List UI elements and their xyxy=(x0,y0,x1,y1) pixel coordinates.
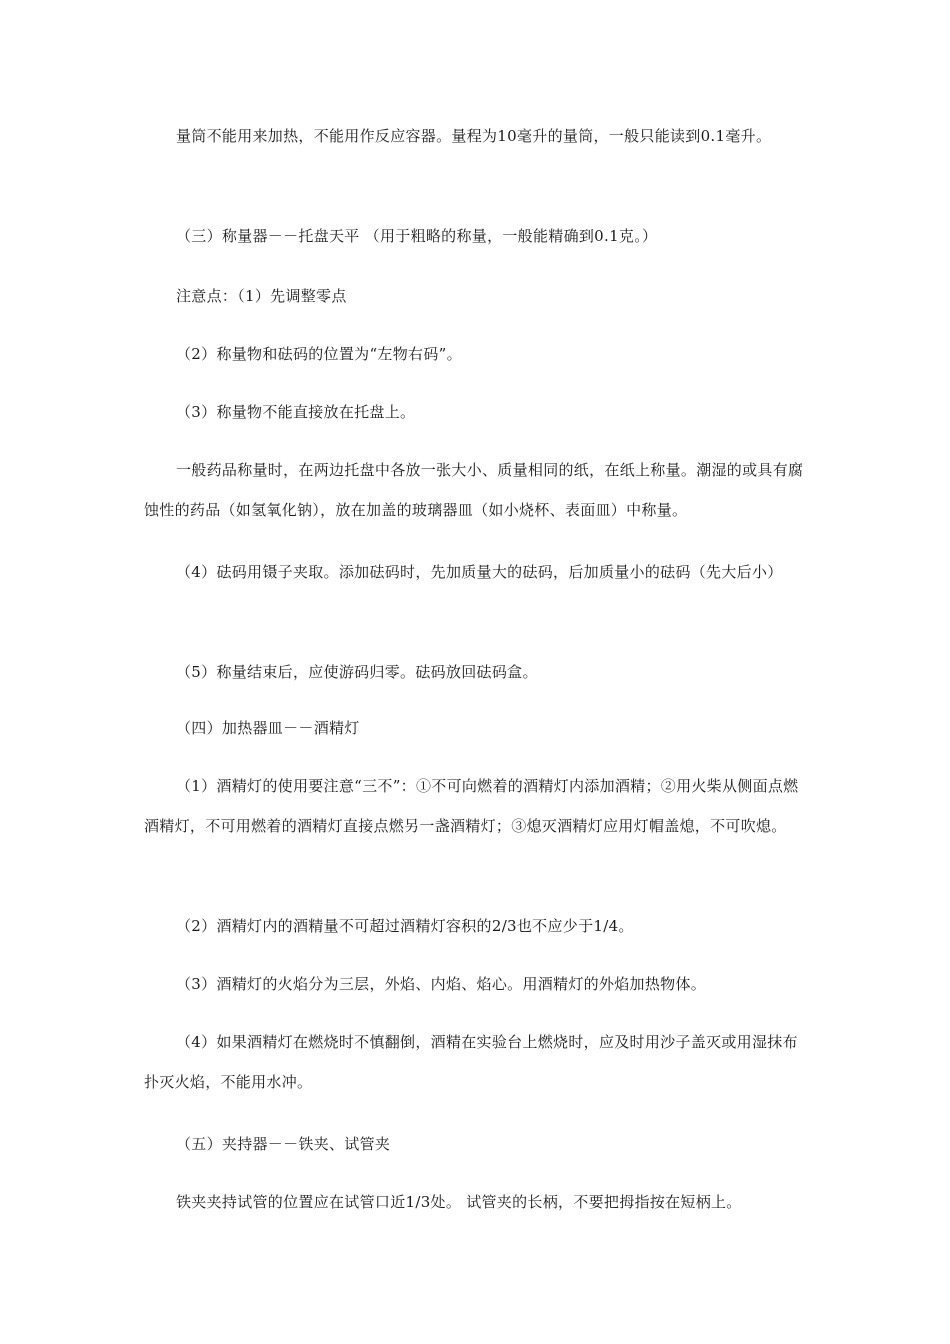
paragraph-balance-note-1: 注意点：（1）先调整零点 xyxy=(176,287,347,305)
paragraph-balance-note-4: （4）砝码用镊子夹取。添加砝码时，先加质量大的砝码，后加质量小的砝码（先大后小） xyxy=(176,563,783,581)
paragraph-balance-note-5: （5）称量结束后，应使游码归零。砝码放回砝码盒。 xyxy=(176,663,538,681)
heading-balance: （三）称量器－－托盘天平 （用于粗略的称量，一般能精确到0.1克。） xyxy=(176,227,658,245)
paragraph-balance-note-3: （3）称量物不能直接放在托盘上。 xyxy=(176,403,416,421)
paragraph-clamp-note: 铁夹夹持试管的位置应在试管口近1/3处。 试管夹的长柄，不要把拇指按在短柄上。 xyxy=(176,1193,742,1211)
paragraph-graduated-cylinder: 量筒不能用来加热，不能用作反应容器。量程为10毫升的量筒，一般只能读到0.1毫升。 xyxy=(176,127,772,145)
paragraph-lamp-note-1: （1）酒精灯的使用要注意“三不”：①不可向燃着的酒精灯内添加酒精；②用火柴从侧面点燃酒精灯，不可用燃着的酒精灯直接点燃另一盏酒精灯；③熄灭酒精灯应用灯帽盖熄，不可吹熄。 xyxy=(144,777,799,835)
paragraph-balance-note-2: （2）称量物和砝码的位置为“左物右码”。 xyxy=(176,345,462,363)
heading-alcohol-lamp: （四）加热器皿－－酒精灯 xyxy=(176,719,360,737)
paragraph-lamp-note-3: （3）酒精灯的火焰分为三层，外焰、内焰、焰心。用酒精灯的外焰加热物体。 xyxy=(176,975,707,993)
paragraph-lamp-note-4: （4）如果酒精灯在燃烧时不慎翻倒，酒精在实验台上燃烧时，应及时用沙子盖灭或用湿抹布扑灭火焰，不能用水冲。 xyxy=(144,1033,798,1091)
paragraph-weighing-method: 一般药品称量时，在两边托盘中各放一张大小、质量相同的纸，在纸上称量。潮湿的或具有腐蚀性的药品（如氢氧化钠），放在加盖的玻璃器皿（如小烧杯、表面皿）中称量。 xyxy=(144,461,804,519)
heading-clamps: （五）夹持器－－铁夹、试管夹 xyxy=(176,1135,391,1153)
paragraph-lamp-note-2: （2）酒精灯内的酒精量不可超过酒精灯容积的2/3也不应少于1/4。 xyxy=(176,917,634,935)
